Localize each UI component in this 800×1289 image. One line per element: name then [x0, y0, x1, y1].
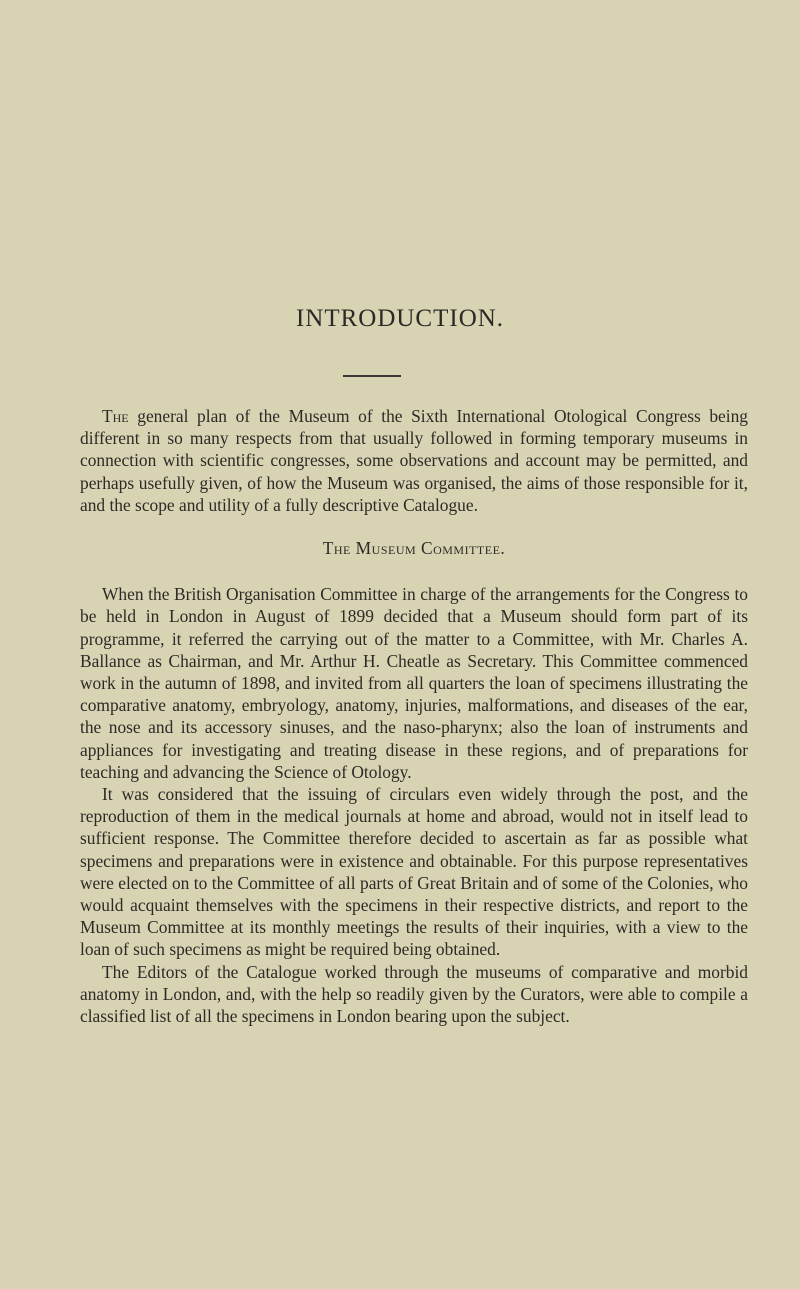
paragraph-committee: When the British Organisation Committee in charge of the arrangements for the Congress to be held in London in August of 1899 decided that a Museum should form part of its programme, it referred the carrying out of the matter to a Committee, with Mr. Charles A. Ballance as Chairman, and Mr. Arthur H. Cheatle as Secretary. This Committee commenced work in the autumn of 1898, and invited from all quarters the loan of specimens illustrating the comparative anatomy, embryology, anatomy, injuries, malformations, and diseases of the ear, the nose and its accessory sinuses, and the naso-pharynx; also the loan of instruments and appliances for investigating and treating disease in these regions, and of preparations for teaching and advancing the Science of Otology.: [80, 584, 748, 782]
title-rule: [343, 375, 401, 377]
paragraph-intro-text: general plan of the Museum of the Sixth International Otological Congress being different in so many respects from that usually followed in forming temporary museums in connection with scientific congresses, some observations and account may be permitted, and perhaps usefully given, of how the Museum was organised, the aims of those responsible for it, and the scope and utility of a fully descriptive Catalogue.: [80, 406, 748, 515]
page-title: INTRODUCTION.: [295, 305, 505, 332]
section-heading: The Museum Committee.: [322, 538, 506, 559]
paragraph-intro: [80, 405, 748, 516]
paragraph-circulars: It was considered that the issuing of circulars even widely through the post, and the reproduction of them in the medical journals at home and abroad, would not in itself lead to sufficient response. The Committee therefore decided to ascertain as far as possible what specimens and preparations were in existence and obtainable. For this purpose representatives were elected on to the Committee of all parts of Great Britain and of some of the Colonies, who would acquaint themselves with the specimens in their respective districts, and report to the Museum Committee at its monthly meetings the results of their inquiries, with a view to the loan of such specimens as might be required being obtained.: [80, 784, 748, 960]
paragraph-lead-word: The: [102, 406, 129, 426]
page-body: [80, 405, 748, 1027]
paragraph-editors: The Editors of the Catalogue worked through the museums of comparative and morbid anatomy in London, and, with the help so readily given by the Curators, were able to compile a classified list of all the specimens in London bearing upon the subject.: [80, 961, 748, 1027]
